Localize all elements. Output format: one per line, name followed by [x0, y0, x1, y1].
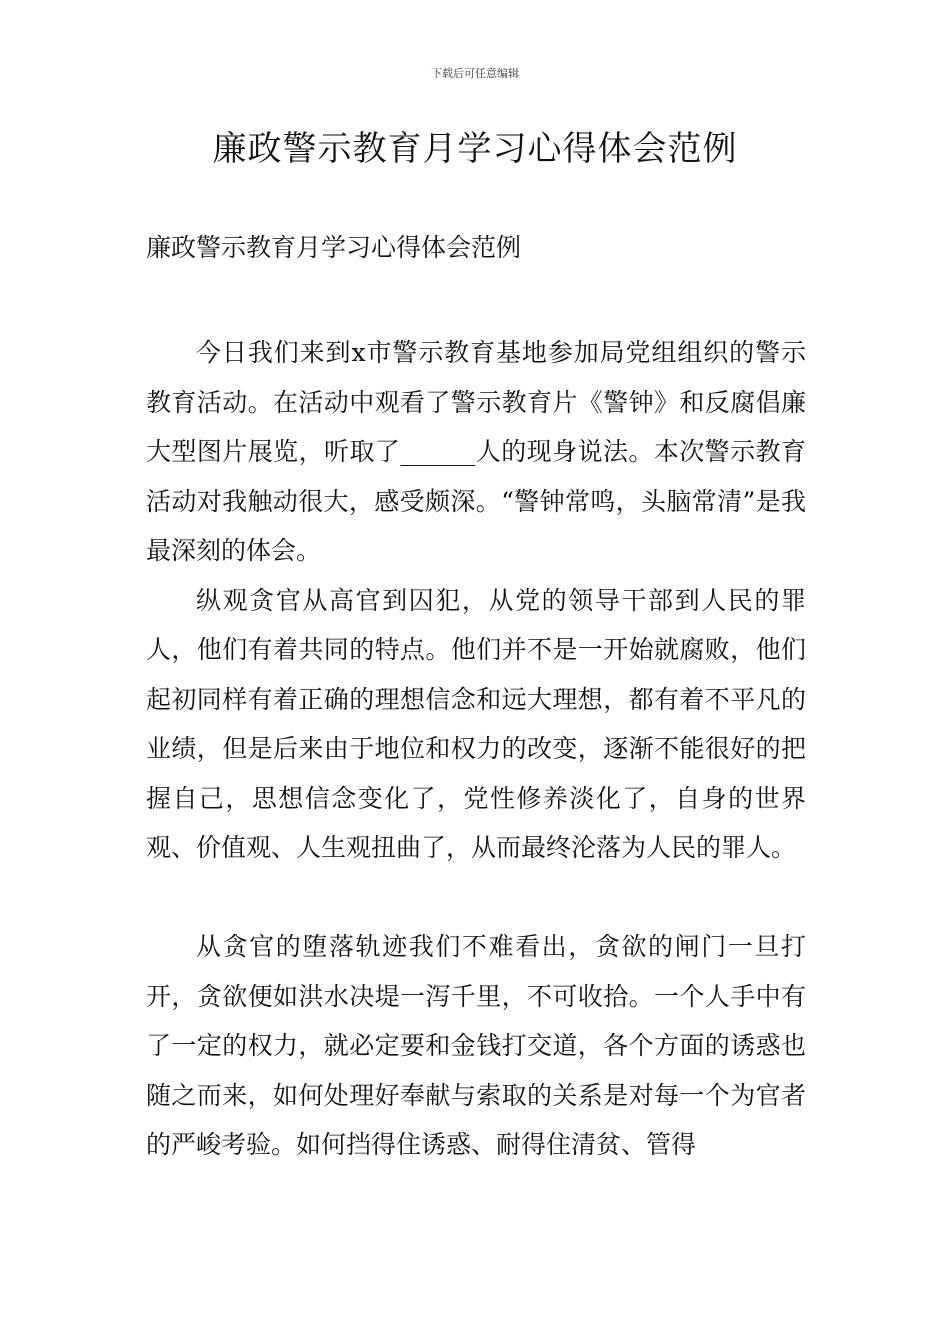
- paragraph-3: 从贪官的堕落轨迹我们不难看出，贪欲的闸门一旦打开，贪欲便如洪水决堤一泻千里，不可收拾。一个人手中有了一定的权力，就必定要和金钱打交道，各个方面的诱惑也随之而来，如何处理好奉献与索取的关系是对每一个为官者的严峻考验。如何挡得住诱惑、耐得住清贫、管得: [146, 932, 806, 1159]
- document-subtitle: 廉政警示教育月学习心得体会范例: [146, 233, 522, 262]
- document-title: 廉政警示教育月学习心得体会范例: [212, 129, 738, 169]
- paragraph-1: 今日我们来到x市警示教育基地参加局党组组织的警示教育活动。在活动中观看了警示教育片《警钟》和反腐倡廉大型图片展览，听取了______人的现身说法。本次警示教育活动对我触动很大，感受颇深。“警钟常鸣，头脑常清”是我最深刻的体会。: [146, 338, 806, 565]
- document-body: [146, 328, 806, 1170]
- header-note: 下载后可任意编辑: [431, 67, 519, 80]
- paragraph-2: 纵观贪官从高官到囚犯，从党的领导干部到人民的罪人，他们有着共同的特点。他们并不是一开始就腐败，他们起初同样有着正确的理想信念和远大理想，都有着不平凡的业绩，但是后来由于地位和权力的改变，逐渐不能很好的把握自己，思想信念变化了，党性修养淡化了，自身的世界观、价值观、人生观扭曲了，从而最终沦落为人民的罪人。: [146, 585, 806, 862]
